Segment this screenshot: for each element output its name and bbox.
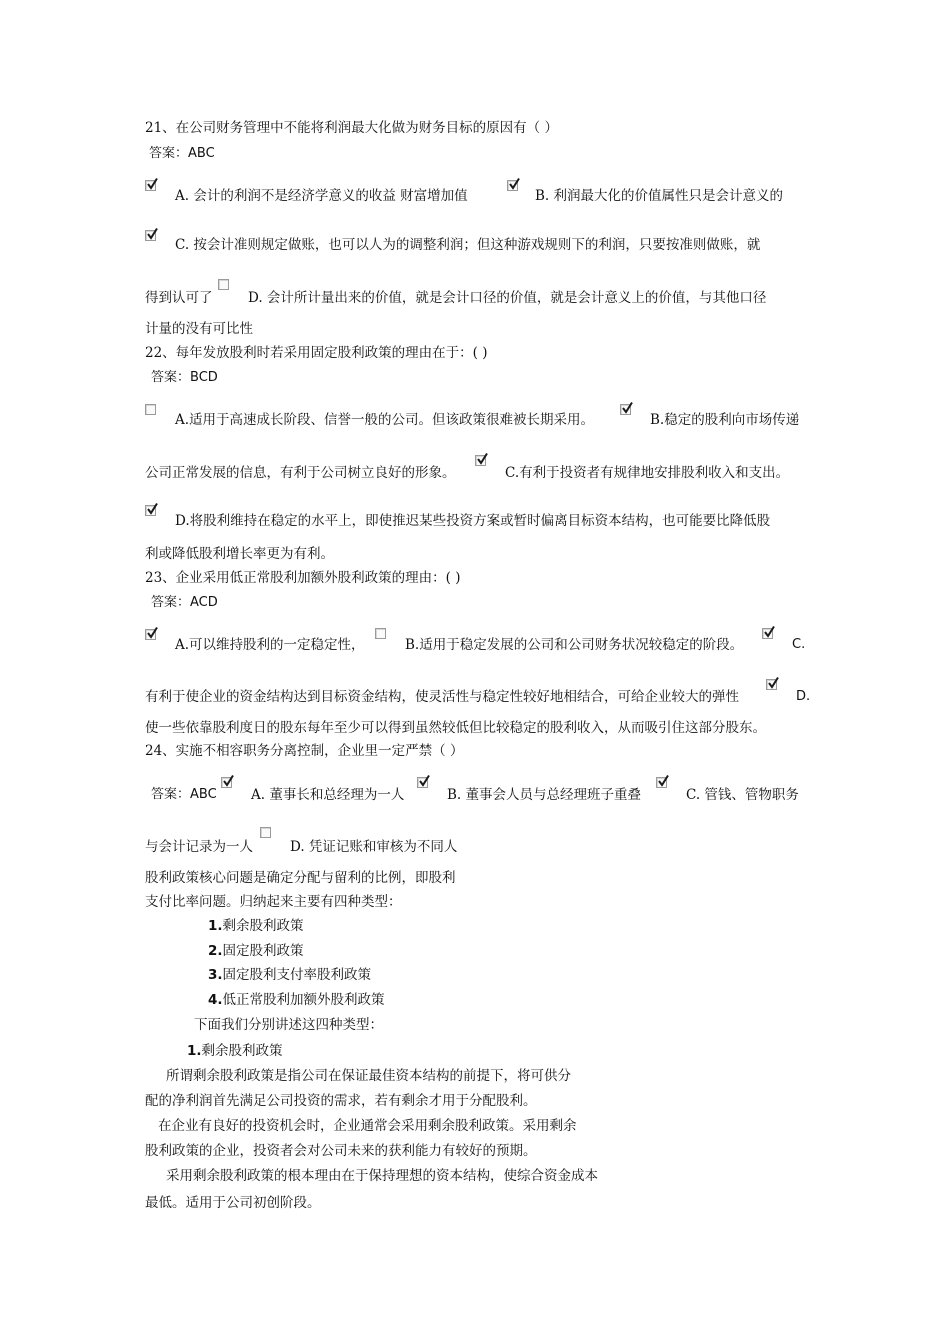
- q22-option-a-text: A.适用于高速成长阶段、信誉一般的公司。但该政策很难被长期采用。: [175, 412, 595, 428]
- paragraph-1-line-1: 所谓剩余股利政策是指公司在保证最佳资本结构的前提下，将可供分: [166, 1068, 571, 1084]
- q21-option-d-text: D. 会计所计量出来的价值，就是会计口径的价值，就是会计意义上的价值，与其他口径: [248, 290, 767, 306]
- notes-intro-line-2: 支付比率问题。归纳起来主要有四种类型：: [145, 894, 402, 910]
- q24-option-d-text: D. 凭证记账和审核为不同人: [290, 839, 458, 855]
- policy-type-label: 剩余股利政策: [222, 918, 304, 934]
- q23-option-b-checkbox[interactable]: [375, 628, 386, 639]
- paragraph-2-line-1: 在企业有良好的投资机会时，企业通常会采用剩余股利政策。采用剩余: [158, 1118, 577, 1134]
- policy-type-item: [208, 991, 385, 1009]
- q21-option-b-checkbox[interactable]: [507, 180, 518, 191]
- q23-option-d-label: D.: [796, 689, 811, 704]
- question-22-title: 22、每年发放股利时若采用固定股利政策的理由在于：( ): [145, 345, 488, 361]
- q21-option-c-checkbox[interactable]: [145, 230, 156, 241]
- q22-option-b-checkbox[interactable]: [620, 404, 631, 415]
- question-21-title: 21、在公司财务管理中不能将利润最大化做为财务目标的原因有（ ）: [145, 120, 558, 136]
- notes-lead: 下面我们分别讲述这四种类型：: [194, 1017, 383, 1033]
- q22-option-c-checkbox[interactable]: [475, 455, 486, 466]
- policy-type-number: 2.: [208, 943, 223, 959]
- policy-type-item: [208, 942, 304, 960]
- q21-option-d-checkbox[interactable]: [218, 279, 229, 290]
- policy-type-label: 低正常股利加额外股利政策: [222, 992, 385, 1008]
- q23-option-d-checkbox[interactable]: [766, 679, 777, 690]
- q24-option-a-checkbox[interactable]: [221, 777, 232, 788]
- question-24-title: 24、实施不相容职务分离控制，企业里一定严禁（ ）: [145, 743, 464, 759]
- section-1-label: 剩余股利政策: [201, 1043, 283, 1059]
- q23-option-d-continuation: 使一些依靠股利度日的股东每年至少可以得到虽然较低但比较稳定的股利收入，从而吸引住这部分股东。: [145, 720, 766, 736]
- q21-option-a-text: A. 会计的利润不是经济学意义的收益 财富增加值: [175, 188, 468, 204]
- q23-option-c-checkbox[interactable]: [762, 628, 773, 639]
- section-1-heading: [187, 1042, 283, 1060]
- q21-option-c-continuation: 得到认可了: [145, 290, 213, 306]
- q22-option-c-text: C.有利于投资者有规律地安排股利收入和支出。: [505, 465, 790, 481]
- question-21-answer: 答案：ABC: [149, 146, 215, 161]
- q24-option-c-checkbox[interactable]: [656, 777, 667, 788]
- policy-type-number: 4.: [208, 992, 223, 1008]
- q22-option-d-text: D.将股利维持在稳定的水平上，即使推迟某些投资方案或暂时偏离目标资本结构，也可能要比降低股: [175, 513, 771, 529]
- question-23-title: 23、企业采用低正常股利加额外股利政策的理由：( ): [145, 570, 461, 586]
- question-22-answer: 答案：BCD: [151, 370, 218, 385]
- q22-option-b-continuation: 公司正常发展的信息，有利于公司树立良好的形象。: [145, 465, 456, 481]
- question-23-answer: 答案：ACD: [151, 595, 218, 610]
- q22-option-d-checkbox[interactable]: [145, 505, 156, 516]
- q23-option-a-checkbox[interactable]: [145, 629, 156, 640]
- q22-option-b-text: B.稳定的股利向市场传递: [650, 412, 800, 428]
- q23-option-c-label: C.: [792, 637, 806, 652]
- paragraph-1-line-2: 配的净利润首先满足公司投资的需求，若有剩余才用于分配股利。: [145, 1093, 537, 1109]
- question-24-answer: 答案：ABC: [151, 787, 217, 802]
- q22-option-a-checkbox[interactable]: [145, 404, 156, 415]
- q23-option-a-text: A.可以维持股利的一定稳定性，: [175, 637, 365, 653]
- section-1-number: 1.: [187, 1043, 202, 1059]
- paragraph-3-line-2: 最低。适用于公司初创阶段。: [145, 1195, 321, 1211]
- policy-type-number: 1.: [208, 918, 223, 934]
- q23-option-c-continuation: 有利于使企业的资金结构达到目标资金结构，使灵活性与稳定性较好地相结合，可给企业较大的弹性: [145, 689, 739, 705]
- policy-type-item: [208, 917, 304, 935]
- q21-option-a-checkbox[interactable]: [145, 180, 156, 191]
- policy-type-item: [208, 966, 371, 984]
- q24-option-b-checkbox[interactable]: [417, 777, 428, 788]
- q23-option-b-text: B.适用于稳定发展的公司和公司财务状况较稳定的阶段。: [405, 637, 744, 653]
- q21-option-b-text: B. 利润最大化的价值属性只是会计意义的: [535, 188, 784, 204]
- q24-option-c-text: C. 管钱、管物职务: [686, 787, 799, 803]
- q24-option-c-continuation: 与会计记录为一人: [145, 839, 253, 855]
- paragraph-3-line-1: 采用剩余股利政策的根本理由在于保持理想的资本结构，使综合资金成本: [166, 1168, 598, 1184]
- q21-option-d-continuation: 计量的没有可比性: [145, 321, 253, 337]
- notes-intro-line-1: 股利政策核心问题是确定分配与留利的比例，即股利: [145, 870, 456, 886]
- q24-option-d-checkbox[interactable]: [260, 827, 271, 838]
- q21-option-c-text: C. 按会计准则规定做账，也可以人为的调整利润；但这种游戏规则下的利润，只要按准则做账，就: [175, 237, 761, 253]
- q24-option-b-text: B. 董事会人员与总经理班子重叠: [447, 787, 642, 803]
- policy-type-label: 固定股利支付率股利政策: [222, 967, 372, 983]
- q22-option-d-continuation: 利或降低股利增长率更为有利。: [145, 546, 334, 562]
- paragraph-2-line-2: 股利政策的企业，投资者会对公司未来的获利能力有较好的预期。: [145, 1143, 537, 1159]
- policy-type-label: 固定股利政策: [222, 943, 304, 959]
- policy-type-number: 3.: [208, 967, 223, 983]
- q24-option-a-text: A. 董事长和总经理为一人: [251, 787, 405, 803]
